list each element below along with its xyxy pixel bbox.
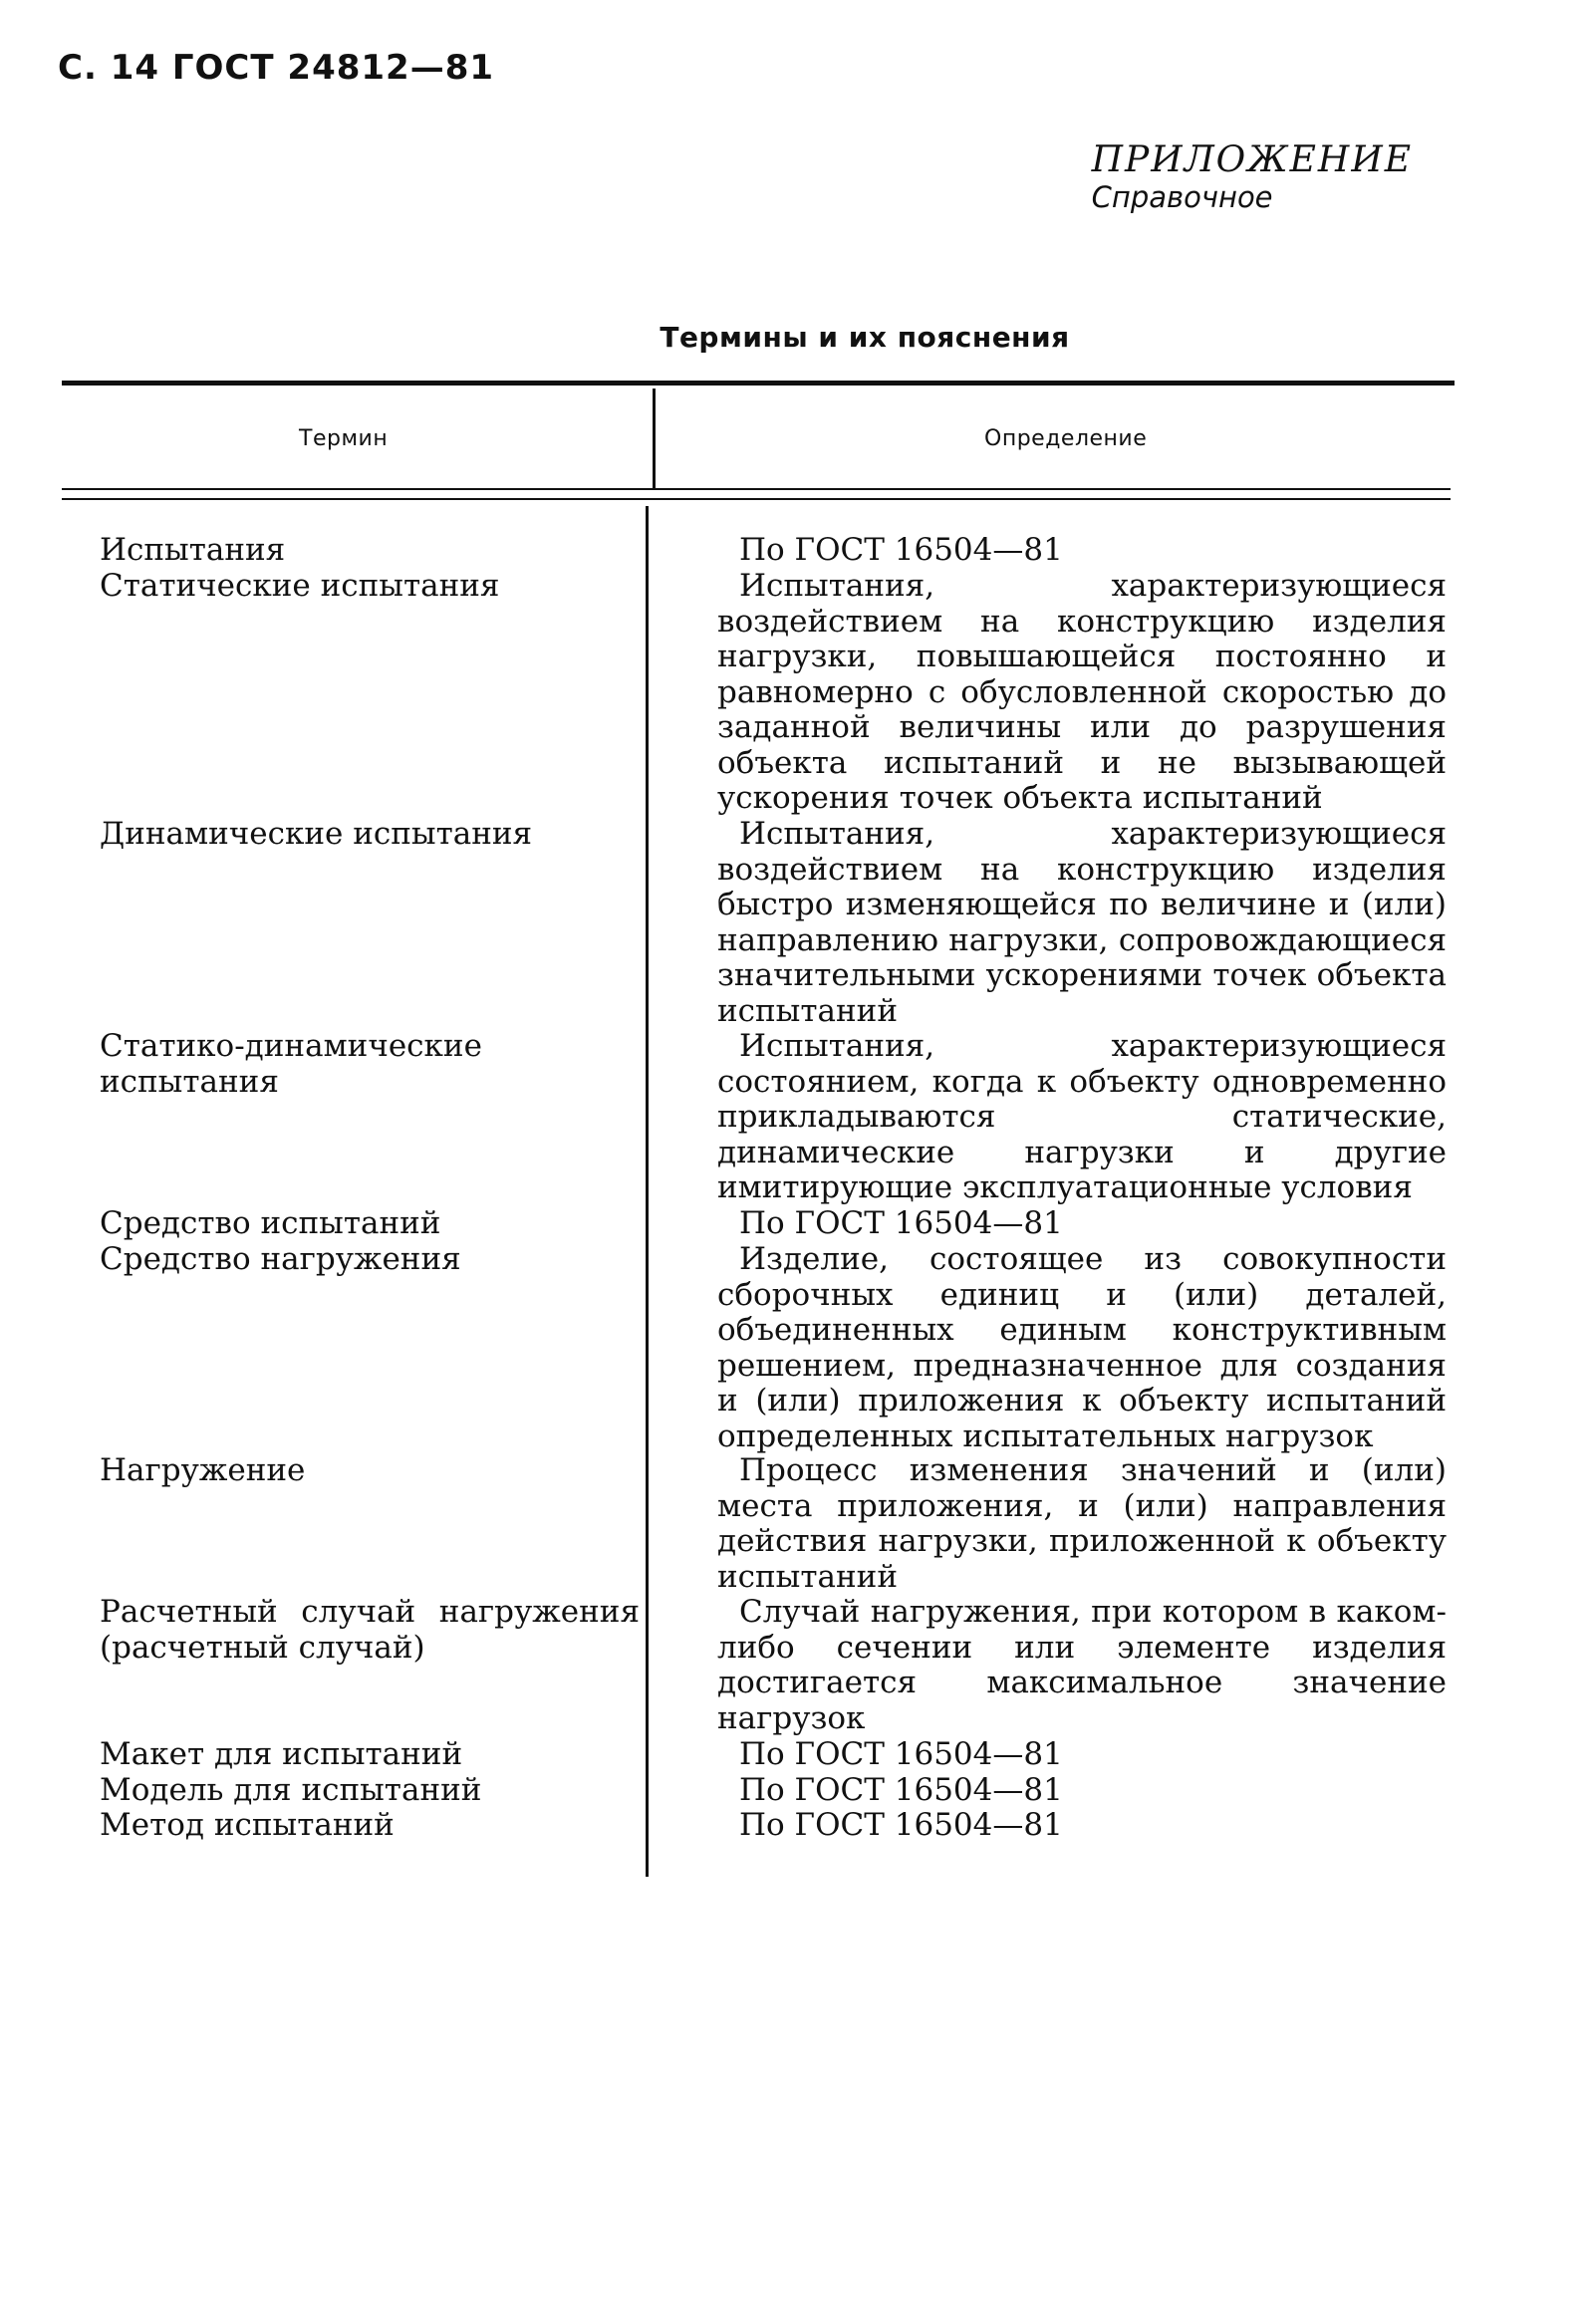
header-column-divider bbox=[653, 388, 656, 488]
body-column-divider bbox=[646, 506, 649, 1877]
table-top-rule bbox=[62, 381, 1455, 386]
column-header-definition: Определение bbox=[984, 426, 1148, 451]
term-8: Расчетный случай нагружения (расчетный случай) bbox=[100, 1594, 640, 1666]
definition-6: Изделие, состоящее из совокупности сборочных единиц и (или) деталей, объединенных единым конструктивным решением, предназначенное для создания и (или) приложения к объекту испытаний определенных испытательных нагрузок bbox=[717, 1241, 1447, 1454]
page-header: С. 14 ГОСТ 24812—81 bbox=[58, 48, 495, 88]
definition-9: По ГОСТ 16504—81 bbox=[739, 1736, 1063, 1772]
definition-4: Испытания, характеризующиеся состоянием, когда к объекту одновременно прикладываются статические, динамические нагрузки и другие имитирующие эксплуатационные условия bbox=[717, 1028, 1447, 1205]
appendix-block bbox=[1092, 139, 1413, 214]
term-6: Средство нагружения bbox=[100, 1241, 461, 1277]
definition-11: По ГОСТ 16504—81 bbox=[739, 1807, 1063, 1843]
definition-2: Испытания, характеризующиеся воздействием на конструкцию изделия нагрузки, повышающейся постоянно и равномерно с обусловленной скоростью до заданной величины или до разрушения объекта испытаний и не вызывающей ускорения точек объекта испытаний bbox=[717, 568, 1447, 816]
definition-8: Случай нагружения, при котором в каком-либо сечении или элементе изделия достигается максимальное значение нагрузок bbox=[717, 1594, 1447, 1736]
term-7: Нагружение bbox=[100, 1452, 306, 1488]
term-9: Макет для испытаний bbox=[100, 1736, 463, 1772]
term-10: Модель для испытаний bbox=[100, 1772, 482, 1808]
header-bottom-rule-double bbox=[62, 498, 1451, 500]
definition-10: По ГОСТ 16504—81 bbox=[739, 1772, 1063, 1808]
appendix-title: ПРИЛОЖЕНИЕ bbox=[1091, 139, 1413, 180]
term-11: Метод испытаний bbox=[100, 1807, 395, 1843]
table-title: Термины и их пояснения bbox=[660, 321, 1070, 354]
definition-7: Процесс изменения значений и (или) места приложения, и (или) направления действия нагрузки, приложенной к объекту испытаний bbox=[717, 1452, 1447, 1595]
term-5: Средство испытаний bbox=[100, 1205, 441, 1241]
header-bottom-rule bbox=[62, 488, 1451, 490]
definition-3: Испытания, характеризующиеся воздействием на конструкцию изделия быстро изменяющейся по величине и (или) направлению нагрузки, сопровождающиеся значительными ускорениями точек объекта испытаний bbox=[717, 816, 1447, 1029]
term-1: Испытания bbox=[100, 532, 286, 568]
appendix-subtitle: Справочное bbox=[1091, 180, 1273, 214]
definition-5: По ГОСТ 16504—81 bbox=[739, 1205, 1063, 1241]
term-3: Динамические испытания bbox=[100, 816, 533, 852]
column-header-term: Термин bbox=[299, 426, 389, 451]
term-4: Статико-динамические испытания bbox=[100, 1028, 482, 1100]
definition-1: По ГОСТ 16504—81 bbox=[739, 532, 1063, 568]
term-2: Статические испытания bbox=[100, 568, 500, 604]
